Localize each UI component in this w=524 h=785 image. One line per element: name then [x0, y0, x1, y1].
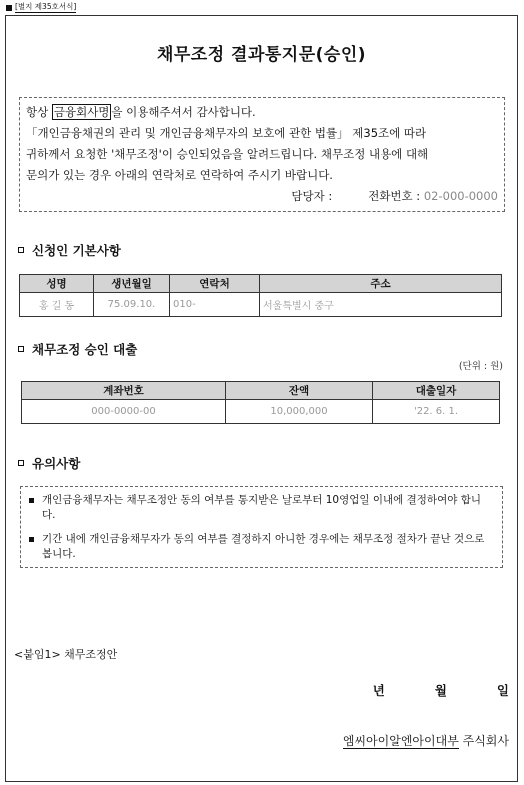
contact-info — [291, 186, 498, 207]
cell-balance: 10,000,000 — [226, 400, 373, 424]
header-birthdate: 생년월일 — [94, 275, 170, 293]
document-page — [5, 15, 518, 782]
manager-label: 담당자 : — [291, 189, 333, 203]
intro-box — [19, 97, 505, 212]
table-row — [22, 400, 500, 424]
cell-loan-date: '22. 6. 1. — [373, 400, 500, 424]
document-title: 채무조정 결과통지문(승인) — [156, 45, 367, 65]
section-loan-title: 채무조정 승인 대출 — [18, 340, 137, 358]
cell-contact: 010- — [170, 293, 260, 317]
form-number-text: [별지 제35호서식] — [15, 2, 77, 11]
intro-line-2: 「개인금융채권의 관리 및 개인금융채무자의 보호에 관한 법률」 제35조에 따라 — [26, 126, 427, 140]
header-address: 주소 — [260, 275, 502, 293]
notes-box — [20, 486, 503, 568]
date-month: 월 — [434, 683, 447, 698]
bullet-icon — [29, 537, 34, 542]
phone-block: 전화번호 : 02-000-0000 — [368, 189, 498, 203]
table-header-row — [22, 382, 500, 400]
header-loan-date: 대출일자 — [373, 382, 500, 400]
intro-line-4: 문의가 있는 경우 아래의 연락처로 연락하여 주시기 바랍니다. — [26, 168, 333, 182]
applicant-table — [19, 274, 502, 317]
list-item: 개인금융채무자는 채무조정안 동의 여부를 통지받은 날로부터 10영업일 이내에 결정하여야 합니다. — [29, 493, 494, 523]
header-contact: 연락처 — [170, 275, 260, 293]
intro-line-3: 귀하께서 요청한 '채무조정'이 승인되었음을 알려드립니다. 채무조정 내용에 대해 — [26, 147, 429, 161]
date-line — [373, 681, 509, 699]
intro-line-1: 항상 금융회사명 을 이용해주셔서 감사합니다. — [26, 105, 256, 119]
issuer-suffix: 주식회사 — [462, 734, 509, 748]
cell-address: 서울특별시 중구 — [260, 293, 502, 317]
issuer-org: 엠씨아이알엔아이대부 — [342, 734, 459, 748]
header-name: 성명 — [20, 275, 94, 293]
checkbox-square-icon — [18, 247, 24, 253]
cell-account-number: 000-0000-00 — [22, 400, 226, 424]
header-account-number: 계좌번호 — [22, 382, 226, 400]
date-day: 일 — [496, 683, 509, 698]
bullet-icon — [29, 498, 34, 503]
phone-value: 02-000-0000 — [423, 189, 498, 203]
section-applicant-title: 신청인 기본사항 — [18, 241, 121, 259]
list-item: 기간 내에 개인금융채무자가 동의 여부를 결정하지 아니한 경우에는 채무조정 절차가 끝난 것으로 봅니다. — [29, 532, 494, 562]
square-bullet-icon — [6, 5, 12, 11]
checkbox-square-icon — [18, 460, 24, 466]
form-number-tag — [6, 3, 76, 13]
date-year: 년 — [372, 683, 385, 698]
cell-name: 홍 길 동 — [20, 293, 94, 317]
attachment-label: <붙임1> 채무조정안 — [14, 648, 118, 661]
table-header-row — [20, 275, 502, 293]
header-balance: 잔액 — [226, 382, 373, 400]
loan-table — [21, 381, 500, 424]
unit-label: (단위 : 원) — [458, 361, 503, 372]
section-notes-title: 유의사항 — [18, 454, 80, 472]
checkbox-square-icon — [18, 346, 24, 352]
table-row — [20, 293, 502, 317]
issuer-signature — [343, 732, 509, 749]
cell-birthdate: 75.09.10. — [94, 293, 170, 317]
institution-name-field: 금융회사명 — [53, 105, 110, 119]
